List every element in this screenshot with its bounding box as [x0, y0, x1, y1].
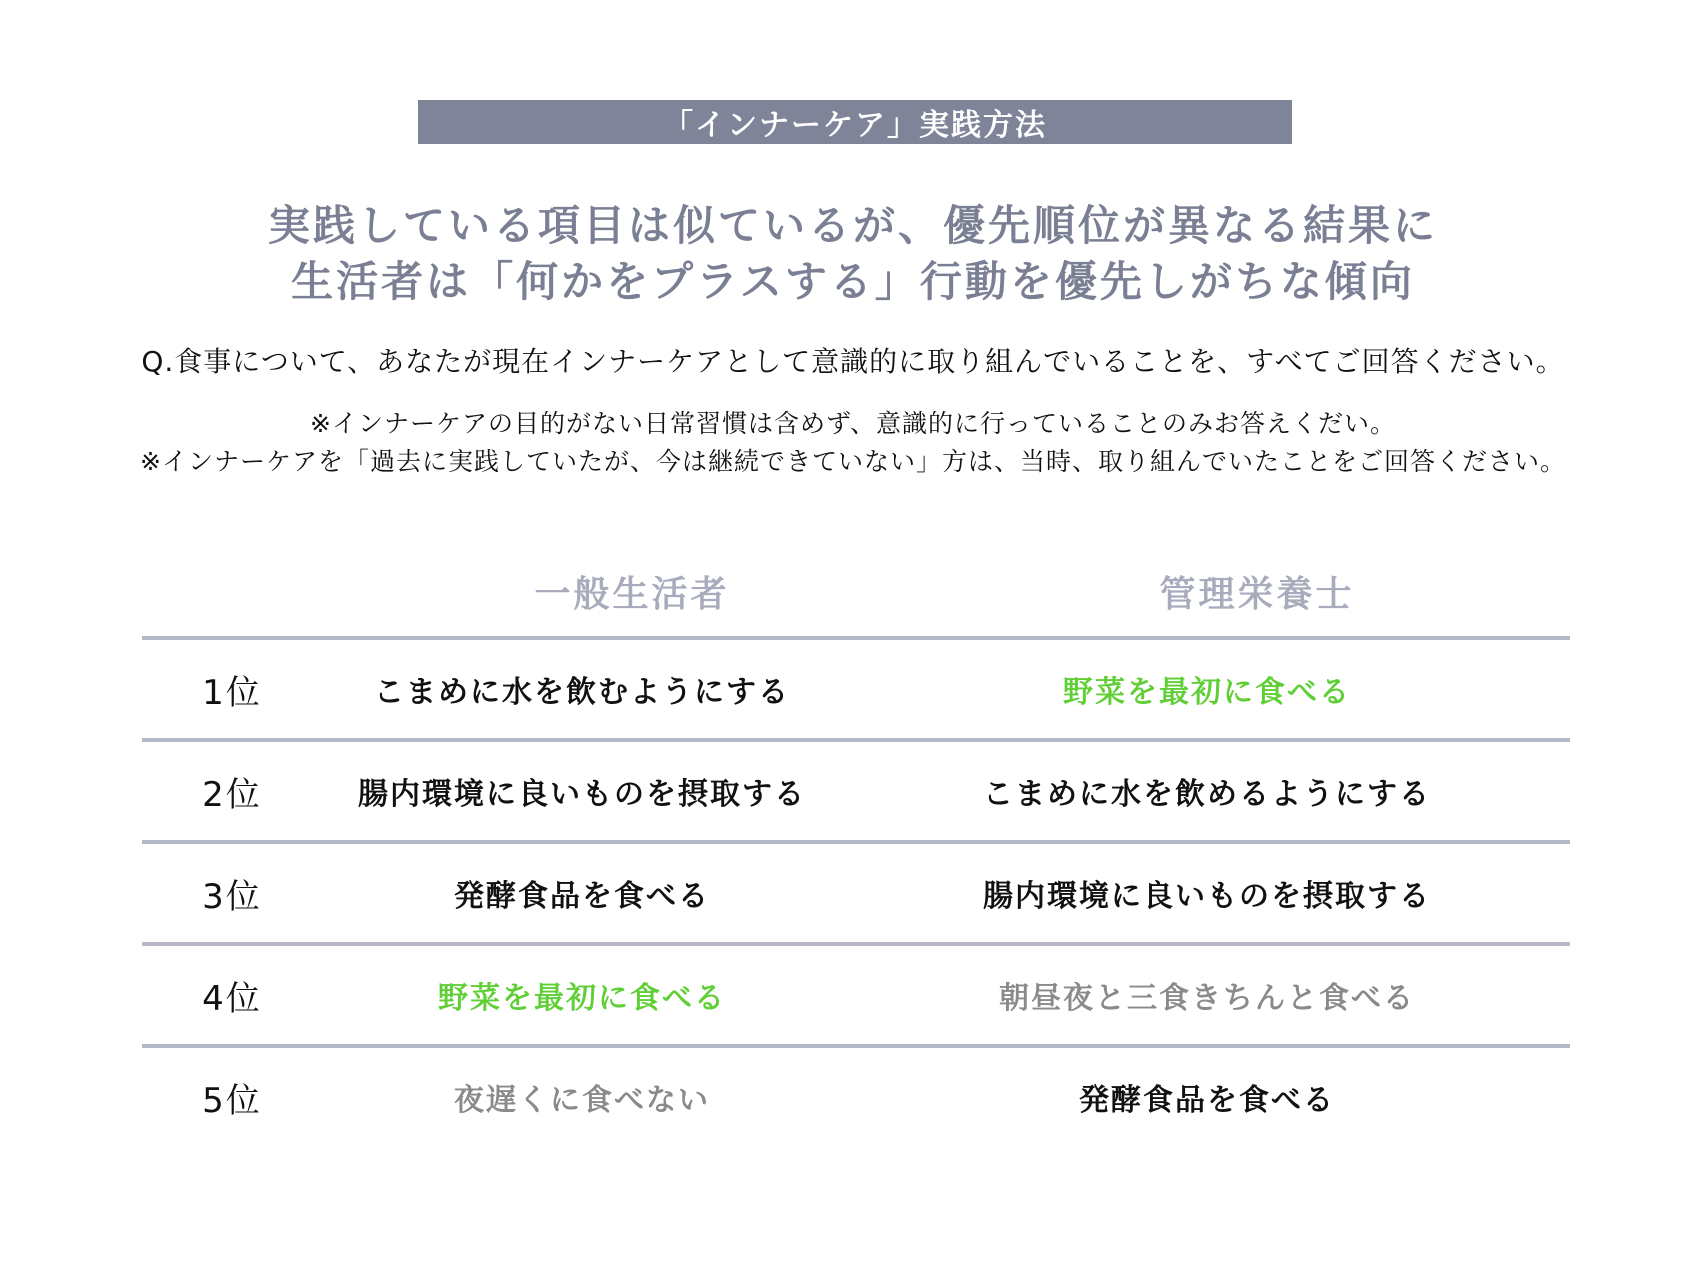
table-row: [142, 636, 1570, 738]
general-item: 腸内環境に良いものを摂取する: [358, 777, 806, 812]
dietitian-item: 発酵食品を食べる: [1079, 1083, 1335, 1118]
column-header-dietitian: 管理栄養士: [1159, 574, 1355, 615]
section-title: 「インナーケア」実践方法: [663, 108, 1047, 143]
rank-label: 1位: [202, 672, 262, 713]
table-row: [142, 840, 1570, 942]
dietitian-item: 腸内環境に良いものを摂取する: [983, 879, 1431, 914]
survey-question: Q.食事について、あなたが現在インナーケアとして意識的に取り組んでいることを、すべてご回答ください。: [141, 345, 1565, 378]
section-title-bar: [418, 100, 1292, 144]
dietitian-item: 野菜を最初に食べる: [1063, 675, 1351, 710]
general-item: こまめに水を飲むようにする: [374, 675, 790, 710]
dietitian-item: 朝昼夜と三食きちんと食べる: [999, 981, 1415, 1016]
general-item: 発酵食品を食べる: [454, 879, 710, 914]
ranking-table: [142, 636, 1570, 1146]
survey-note-1: ※インナーケアの目的がない日常習慣は含めず、意識的に行っていることのみお答えくだい。: [310, 409, 1396, 438]
dietitian-item: こまめに水を飲めるようにする: [983, 777, 1431, 812]
headline-line-2: 生活者は「何かをプラスする」行動を優先しがちな傾向: [291, 257, 1415, 306]
column-header-general: 一般生活者: [534, 574, 730, 615]
rank-label: 3位: [202, 876, 262, 917]
headline-line-1: 実践している項目は似ているが、優先順位が異なる結果に: [267, 201, 1438, 250]
table-row: [142, 942, 1570, 1044]
general-item: 野菜を最初に食べる: [438, 981, 726, 1016]
survey-note-2: ※インナーケアを「過去に実践していたが、今は継続できていない」方は、当時、取り組んでいたことをご回答ください。: [140, 447, 1566, 476]
table-row: [142, 1044, 1570, 1146]
rank-label: 2位: [202, 774, 262, 815]
rank-label: 5位: [202, 1080, 262, 1121]
general-item: 夜遅くに食べない: [454, 1083, 710, 1118]
rank-label: 4位: [202, 978, 262, 1019]
table-row: [142, 738, 1570, 840]
